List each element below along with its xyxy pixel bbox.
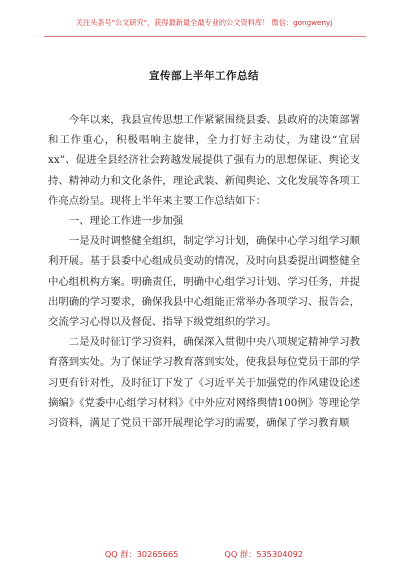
document-title: 宣传部上半年工作总结: [149, 70, 259, 82]
footer-qq-group-2: QQ 群：535304092: [224, 549, 304, 559]
paragraph-point-one: 一是及时调整健全组织，制定学习计划，确保中心学习组学习顺利开展。基于县委中心组成员变动的情况，及时向县委提出调整健全中心组机构方案。明确责任，明确中心组学习计划、学习任务，并提出明确的学习要求，确保我县中心组能正常举办各项学习、报告会，交流学习心得以及督促、指导下级党组织的学习。: [48, 235, 360, 329]
header-promo-note: 关注头条号"公文研究"，获得最新最全最专业的公文资料库！ 微信：gongwenyj: [75, 18, 333, 27]
footer-contact: [0, 549, 408, 560]
document-body: [48, 110, 360, 433]
section-heading-theory: 一、理论工作进一步加强: [68, 215, 184, 228]
header-divider: [44, 36, 366, 37]
footer-qq-group-1: QQ 群：30265665: [104, 549, 179, 559]
paragraph-point-two: 二是及时征订学习资料，确保深入贯彻中央八项规定精神学习教育落到实处。为了保证学习教育落到实处，使我县每位党员干部的学习更有针对性，及时征订下发了《习近平关于加强党的作风建设论述摘编》《党委中心组学习材料》《中外应对网络舆情100例》等理论学习资料，满足了党员干部开展理论学习的需要，确保了学习教育顺: [48, 336, 360, 430]
paragraph-intro: 今年以来，我县宣传思想工作紧紧围绕县委、县政府的决策部署和工作重心，积极唱响主旋律，全力打好主动仗，为建设“宜居xx”、促进全县经济社会跨越发展提供了强有力的思想保证、舆论支持、精神动力和文化条件，理论武装、新闻舆论、文化发展等各项工作亮点纷呈。现将上半年来主要工作总结如下：: [48, 114, 360, 207]
